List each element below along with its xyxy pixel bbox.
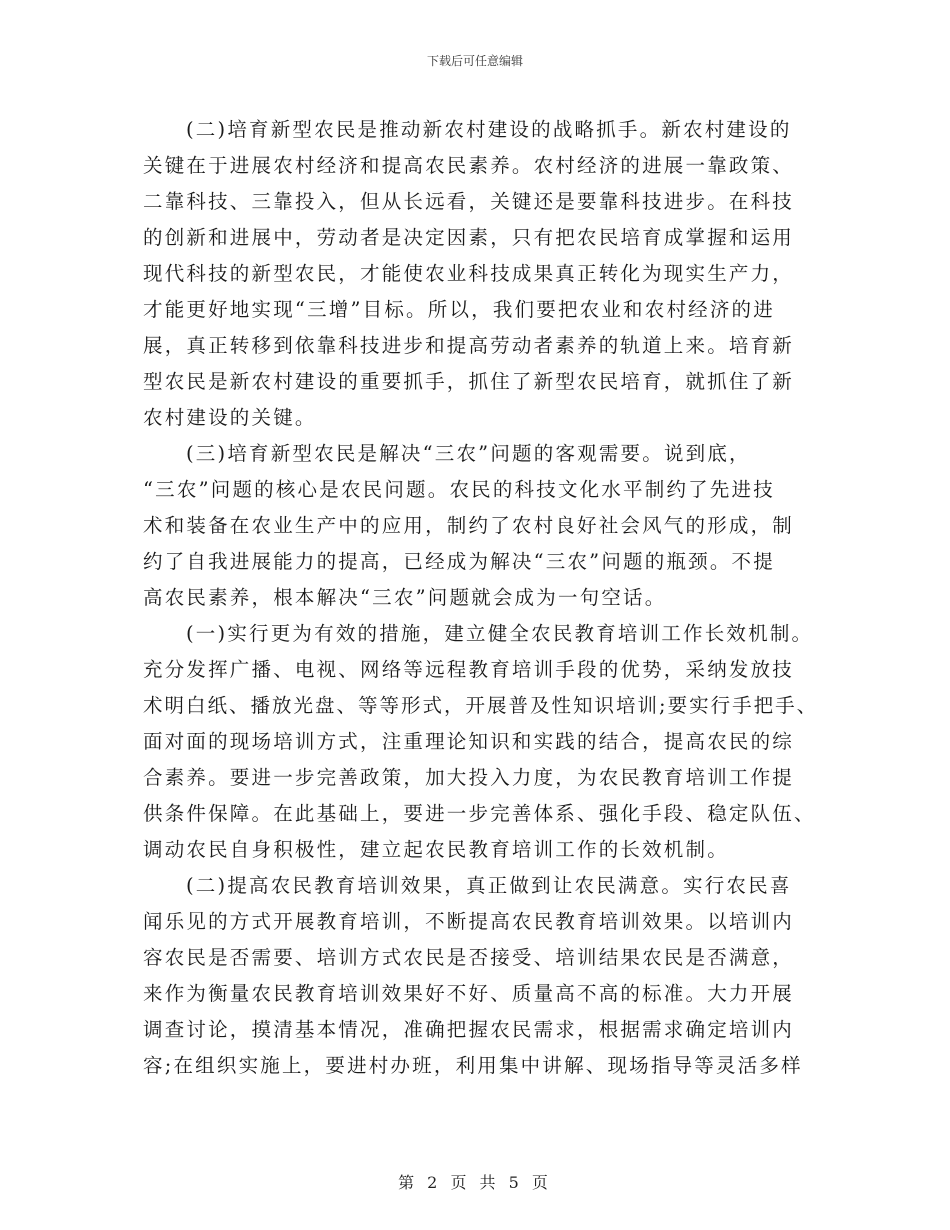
text-line: 二靠科技、三靠投入，但从长远看，关键还是要靠科技进步。在科技 <box>143 190 795 213</box>
text-line: 术明白纸、播放光盘、等等形式，开展普及性知识培训;要实行手把手、 <box>143 694 819 717</box>
page-number-footer: 第 2 页 共 5 页 <box>398 1173 552 1192</box>
text-line: 闻乐见的方式开展教育培训，不断提高农民教育培训效果。以培训内 <box>143 910 795 933</box>
text-line: (三)培育新型农民是解决“三农”问题的客观需要。说到底， <box>186 442 751 465</box>
text-line: 展，真正转移到依靠科技进步和提高劳动者素养的轨道上来。培育新 <box>143 334 795 357</box>
text-line: 的创新和进展中，劳动者是决定因素，只有把农民培育成掌握和运用 <box>143 226 795 249</box>
text-line: 合素养。要进一步完善政策，加大投入力度，为农民教育培训工作提 <box>143 766 795 789</box>
text-line: 调动农民自身积极性，建立起农民教育培训工作的长效机制。 <box>143 838 729 861</box>
text-line: 供条件保障。在此基础上，要进一步完善体系、强化手段、稳定队伍、 <box>143 802 816 825</box>
text-line: 术和装备在农业生产中的应用，制约了农村良好社会风气的形成，制 <box>143 514 795 537</box>
text-line: 关键在于进展农村经济和提高农民素养。农村经济的进展一靠政策、 <box>143 154 795 177</box>
text-line: 型农民是新农村建设的重要抓手，抓住了新型农民培育，就抓住了新 <box>143 370 795 393</box>
text-line: 容农民是否需要、培训方式农民是否接受、培训结果农民是否满意， <box>143 946 795 969</box>
text-line: 才能更好地实现“三增”目标。所以，我们要把农业和农村经济的进 <box>143 298 775 321</box>
text-line: 充分发挥广播、电视、网络等远程教育培训手段的优势，采纳发放技 <box>143 658 795 681</box>
text-line: (一)实行更为有效的措施，建立健全农民教育培训工作长效机制。 <box>186 622 814 645</box>
document-body <box>143 112 823 1084</box>
text-line: 高农民素养，根本解决“三农”问题就会成为一句空话。 <box>143 586 667 609</box>
text-line: (二)提高农民教育培训效果，真正做到让农民满意。实行农民喜 <box>186 874 792 897</box>
text-line: 面对面的现场培训方式，注重理论知识和实践的结合，提高农民的综 <box>143 730 795 753</box>
text-line: 约了自我进展能力的提高，已经成为解决“三农”问题的瓶颈。不提 <box>143 550 775 573</box>
text-line: (二)培育新型农民是推动新农村建设的战略抓手。新农村建设的 <box>186 118 792 141</box>
text-line: 农村建设的关键。 <box>143 406 317 429</box>
text-line: 来作为衡量农民教育培训效果好不好、质量高不高的标准。大力开展 <box>143 982 795 1005</box>
text-line: 容;在组织实施上，要进村办班，利用集中讲解、现场指导等灵活多样 <box>143 1054 803 1077</box>
page-header: 下载后可任意编辑 <box>426 54 523 68</box>
text-line: 现代科技的新型农民，才能使农业科技成果真正转化为现实生产力， <box>143 262 795 285</box>
text-line: 调查讨论，摸清基本情况，准确把握农民需求，根据需求确定培训内 <box>143 1018 795 1041</box>
text-line: “三农”问题的核心是农民问题。农民的科技文化水平制约了先进技 <box>143 478 775 501</box>
